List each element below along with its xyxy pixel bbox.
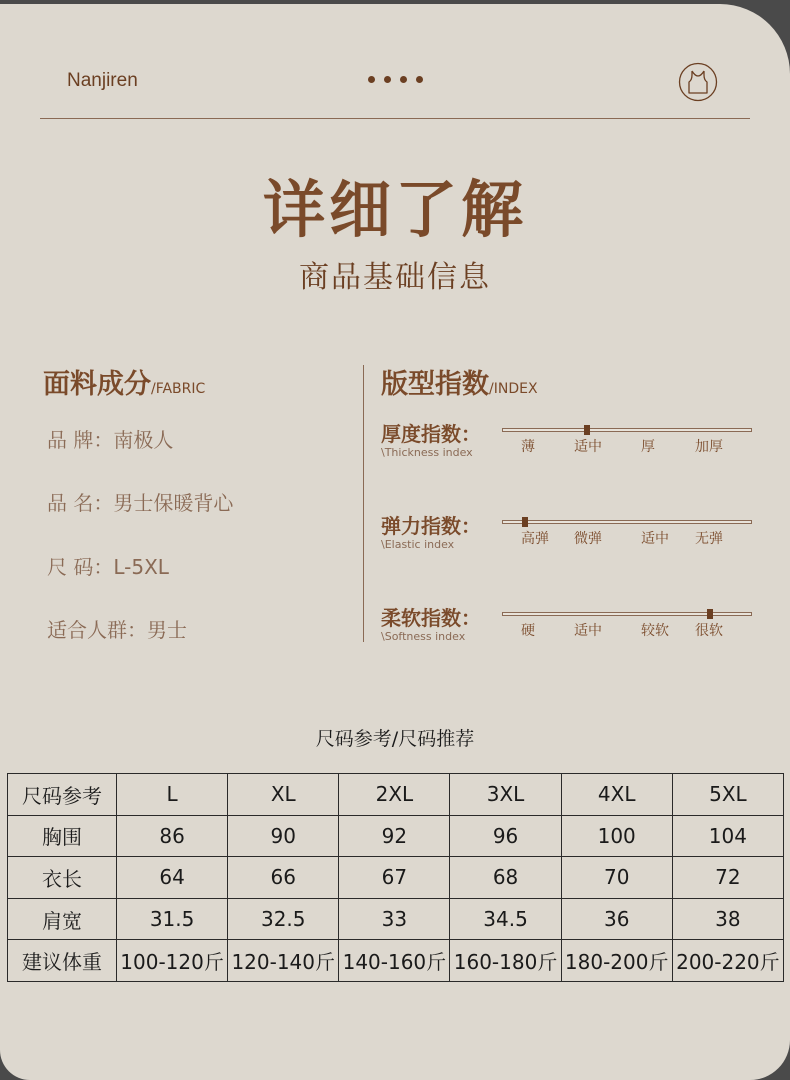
index-heading-cn: 版型指数 <box>381 369 489 400</box>
table-row <box>8 774 784 816</box>
table-cell: 86 <box>117 815 228 857</box>
table-cell: 2XL <box>339 774 450 816</box>
table-cell: 68 <box>450 857 561 899</box>
index-tick-label: 加厚 <box>695 439 723 455</box>
table-cell: 100 <box>561 815 672 857</box>
page-title: 详细了解 <box>262 173 527 246</box>
table-cell: 140-160斤 <box>339 940 450 982</box>
table-cell: 31.5 <box>117 898 228 940</box>
dot <box>416 76 423 83</box>
fabric-row-name: 品 名：男士保暖背心 <box>47 491 234 515</box>
decorative-dots <box>368 76 423 83</box>
index-label-en: \Softness index <box>381 630 466 643</box>
index-tick-label: 适中 <box>574 439 602 455</box>
table-row <box>8 940 784 982</box>
table-cell: 104 <box>672 815 783 857</box>
table-cell: XL <box>228 774 339 816</box>
table-cell: 72 <box>672 857 783 899</box>
index-label-en: \Thickness index <box>381 446 473 459</box>
table-cell: 33 <box>339 898 450 940</box>
index-tick-label: 较软 <box>641 623 669 639</box>
size-table <box>7 773 784 982</box>
table-row-header: 胸围 <box>8 815 117 857</box>
dot <box>368 76 375 83</box>
table-cell: 64 <box>117 857 228 899</box>
table-cell: 34.5 <box>450 898 561 940</box>
index-label: 弹力指数： <box>381 514 481 538</box>
index-level-marker <box>584 425 590 435</box>
table-cell: 120-140斤 <box>228 940 339 982</box>
dot <box>384 76 391 83</box>
table-cell: 92 <box>339 815 450 857</box>
index-tick-label: 适中 <box>574 623 602 639</box>
index-tick-label: 高弹 <box>521 531 549 547</box>
index-scale-bar <box>502 520 752 524</box>
index-tick-label: 适中 <box>641 531 669 547</box>
table-cell: 66 <box>228 857 339 899</box>
table-cell: 96 <box>450 815 561 857</box>
table-cell: 36 <box>561 898 672 940</box>
index-tick-label: 硬 <box>521 623 535 639</box>
index-level-marker <box>707 609 713 619</box>
table-row-header: 衣长 <box>8 857 117 899</box>
table-row-header: 尺码参考 <box>8 774 117 816</box>
index-label: 柔软指数： <box>381 606 481 630</box>
index-label-en: \Elastic index <box>381 538 455 551</box>
index-label: 厚度指数： <box>381 422 481 446</box>
table-cell: 160-180斤 <box>450 940 561 982</box>
index-tick-label: 微弹 <box>574 531 602 547</box>
table-cell: L <box>117 774 228 816</box>
table-cell: 32.5 <box>228 898 339 940</box>
header-divider <box>40 118 750 119</box>
fabric-row-audience: 适合人群：男士 <box>47 618 187 642</box>
table-cell: 3XL <box>450 774 561 816</box>
fabric-heading-cn: 面料成分 <box>43 369 151 400</box>
brand-name: Nanjiren <box>67 70 138 91</box>
table-cell: 67 <box>339 857 450 899</box>
table-row-header: 建议体重 <box>8 940 117 982</box>
table-cell: 200-220斤 <box>672 940 783 982</box>
table-cell: 5XL <box>672 774 783 816</box>
index-tick-label: 薄 <box>521 439 535 455</box>
size-table-title: 尺码参考/尺码推荐 <box>315 728 475 750</box>
index-heading <box>381 362 538 401</box>
table-cell: 90 <box>228 815 339 857</box>
index-scale-bar <box>502 612 752 616</box>
fabric-row-size: 尺 码：L-5XL <box>47 555 169 579</box>
table-row <box>8 857 784 899</box>
table-cell: 100-120斤 <box>117 940 228 982</box>
fabric-heading-en: /FABRIC <box>151 381 206 397</box>
table-cell: 70 <box>561 857 672 899</box>
index-heading-en: /INDEX <box>489 381 538 397</box>
table-row <box>8 815 784 857</box>
fabric-row-brand: 品 牌：南极人 <box>47 428 174 452</box>
index-scale-bar <box>502 428 752 432</box>
index-tick-label: 厚 <box>641 439 655 455</box>
table-row-header: 肩宽 <box>8 898 117 940</box>
fabric-heading <box>43 362 205 401</box>
dot <box>400 76 407 83</box>
tank-top-icon <box>678 62 718 102</box>
page-subtitle: 商品基础信息 <box>299 260 491 295</box>
table-cell: 4XL <box>561 774 672 816</box>
table-row <box>8 898 784 940</box>
index-tick-label: 无弹 <box>695 531 723 547</box>
table-cell: 180-200斤 <box>561 940 672 982</box>
column-divider <box>363 365 364 642</box>
table-cell: 38 <box>672 898 783 940</box>
index-tick-label: 很软 <box>695 623 723 639</box>
index-level-marker <box>522 517 528 527</box>
